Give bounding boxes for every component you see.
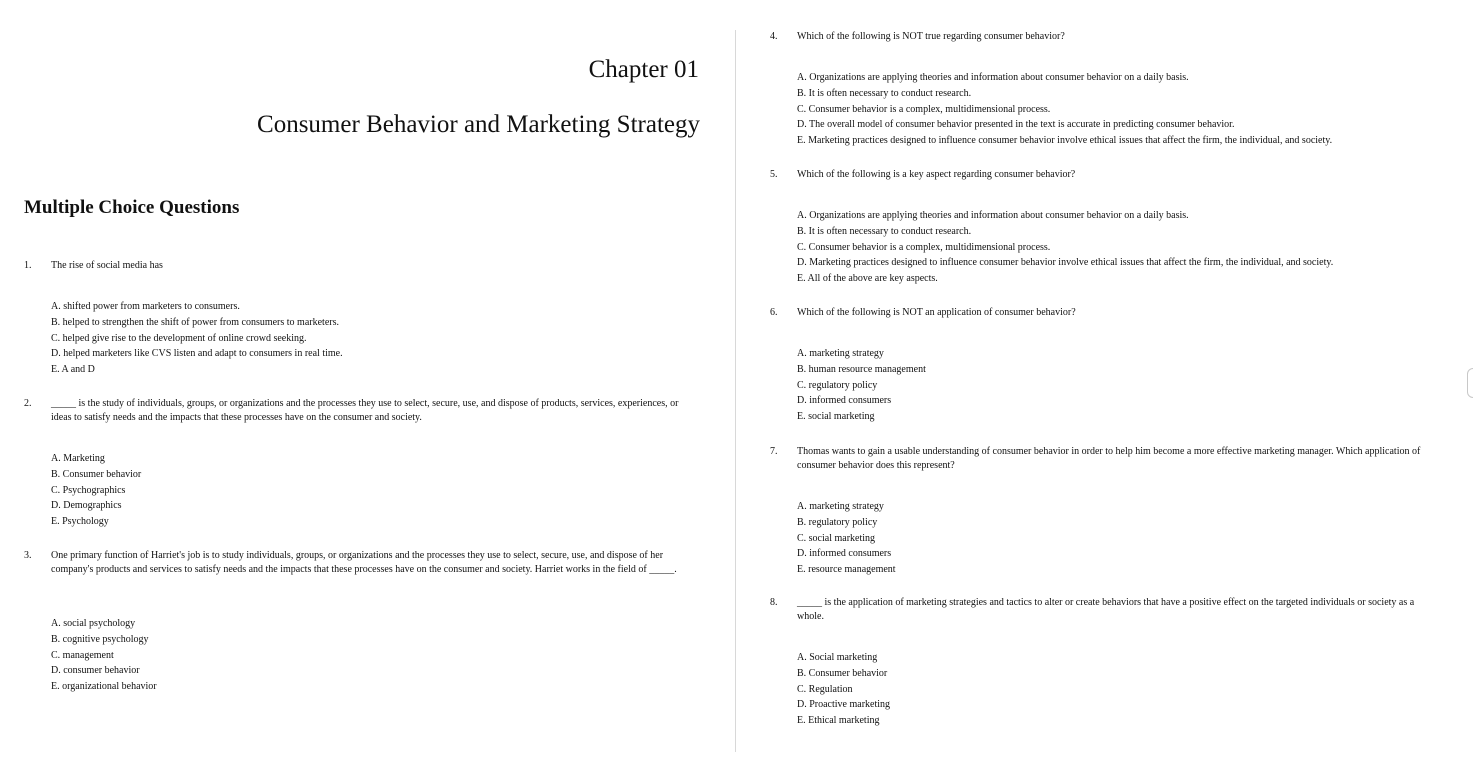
answer-options: [51, 616, 157, 695]
answer-options: [51, 299, 343, 378]
answer-option-d: D. Proactive marketing: [797, 699, 891, 711]
answer-option-d: D. informed consumers: [797, 548, 892, 560]
answer-option-b: B. helped to strengthen the shift of power from consumers to marketers.: [51, 316, 339, 328]
section-heading: Multiple Choice Questions: [24, 197, 240, 218]
question-number: 4.: [770, 31, 778, 42]
answer-option-a: A. shifted power from marketers to consumers.: [51, 301, 240, 312]
answer-option-c: C. Consumer behavior is a complex, multidimensional process.: [797, 241, 1051, 253]
answer-option-c: C. Consumer behavior is a complex, multidimensional process.: [797, 103, 1051, 115]
answer-option-e: E. A and D: [51, 364, 95, 376]
question-text: _____ is the study of individuals, groups, or organizations and the processes they use to select, secure, use, and dispose of products, services, experiences, or ideas to satisfy needs and the impacts that these processes have on the consumer and society.: [51, 398, 679, 423]
answer-option-a: A. marketing strategy: [797, 501, 884, 512]
answer-option-d: D. Marketing practices designed to influence consumer behavior involve ethical issues that affect the firm, the individual, and society.: [797, 257, 1334, 269]
answer-option-d: D. The overall model of consumer behavior presented in the text is accurate in predicting consumer behavior.: [797, 119, 1235, 131]
question-number: 3.: [24, 550, 32, 561]
answer-option-b: B. Consumer behavior: [797, 667, 888, 679]
question-7: [770, 445, 1460, 585]
question-text: Which of the following is NOT true regarding consumer behavior?: [797, 31, 1065, 42]
answer-options: [797, 70, 1332, 149]
answer-option-b: B. It is often necessary to conduct research.: [797, 225, 972, 237]
question-5: [770, 168, 1460, 293]
right-page: [736, 0, 1473, 758]
answer-option-d: D. helped marketers like CVS listen and adapt to consumers in real time.: [51, 348, 343, 360]
answer-option-e: E. organizational behavior: [51, 681, 157, 693]
answer-option-b: B. human resource management: [797, 363, 926, 375]
answer-option-d: D. Demographics: [51, 500, 122, 512]
question-text: Which of the following is a key aspect regarding consumer behavior?: [797, 169, 1076, 180]
chapter-heading: Chapter 01: [588, 56, 699, 83]
answer-option-d: D. informed consumers: [797, 395, 892, 407]
answer-option-e: E. Marketing practices designed to influence consumer behavior involve ethical issues that affect the firm, the individual, and society.: [797, 135, 1333, 147]
question-text: One primary function of Harriet's job is to study individuals, groups, or organizations and the processes they use to select, secure, use, and dispose of her company's products and services to satisfy needs and the impacts that these processes have on the consumer and society. Harriet works in the field of _____.: [51, 550, 677, 575]
scroll-handle[interactable]: [1467, 368, 1473, 398]
answer-option-c: C. social marketing: [797, 532, 876, 544]
answer-option-a: A. Marketing: [51, 453, 105, 464]
answer-option-b: B. It is often necessary to conduct research.: [797, 87, 972, 99]
question-text: The rise of social media has: [51, 260, 163, 271]
answer-options: [797, 346, 926, 425]
answer-option-b: B. cognitive psychology: [51, 633, 149, 645]
answer-option-a: A. Social marketing: [797, 652, 878, 663]
question-4: [770, 30, 1460, 155]
answer-options: [797, 208, 1333, 287]
question-6: [770, 306, 1460, 431]
question-2: [24, 397, 714, 537]
question-text: Which of the following is NOT an application of consumer behavior?: [797, 307, 1076, 318]
answer-option-a: A. social psychology: [51, 618, 136, 629]
question-8: [770, 596, 1460, 736]
answer-option-c: C. helped give rise to the development of online crowd seeking.: [51, 332, 307, 344]
question-number: 7.: [770, 446, 778, 457]
question-number: 2.: [24, 398, 32, 409]
answer-options: [51, 451, 141, 530]
question-number: 5.: [770, 169, 778, 180]
question-text: Thomas wants to gain a usable understanding of consumer behavior in order to help him become a more effective marketing manager. Which application of consumer behavior does this represent?: [797, 446, 1421, 471]
answer-option-a: A. Organizations are applying theories and information about consumer behavior on a daily basis.: [797, 210, 1189, 221]
answer-option-a: A. marketing strategy: [797, 348, 884, 359]
answer-option-e: E. social marketing: [797, 411, 875, 423]
question-number: 6.: [770, 307, 778, 318]
question-3: [24, 549, 714, 699]
answer-options: [797, 499, 896, 578]
answer-option-c: C. Regulation: [797, 683, 853, 695]
chapter-title: Consumer Behavior and Marketing Strategy: [257, 111, 700, 138]
question-text: _____ is the application of marketing strategies and tactics to alter or create behaviors that have a positive effect on the targeted individuals or society as a whole.: [797, 597, 1415, 622]
question-number: 1.: [24, 260, 32, 271]
answer-option-e: E. All of the above are key aspects.: [797, 273, 938, 285]
answer-option-c: C. regulatory policy: [797, 379, 878, 391]
question-number: 8.: [770, 597, 778, 608]
question-1: [24, 259, 714, 389]
answer-option-e: E. Ethical marketing: [797, 715, 880, 727]
answer-option-c: C. Psychographics: [51, 484, 126, 496]
left-page: [0, 0, 735, 758]
answer-options: [797, 650, 890, 729]
answer-option-d: D. consumer behavior: [51, 665, 140, 677]
answer-option-c: C. management: [51, 649, 114, 661]
answer-option-a: A. Organizations are applying theories and information about consumer behavior on a daily basis.: [797, 72, 1189, 83]
answer-option-b: B. Consumer behavior: [51, 468, 142, 480]
answer-option-e: E. resource management: [797, 564, 896, 576]
answer-option-b: B. regulatory policy: [797, 516, 878, 528]
answer-option-e: E. Psychology: [51, 516, 109, 528]
